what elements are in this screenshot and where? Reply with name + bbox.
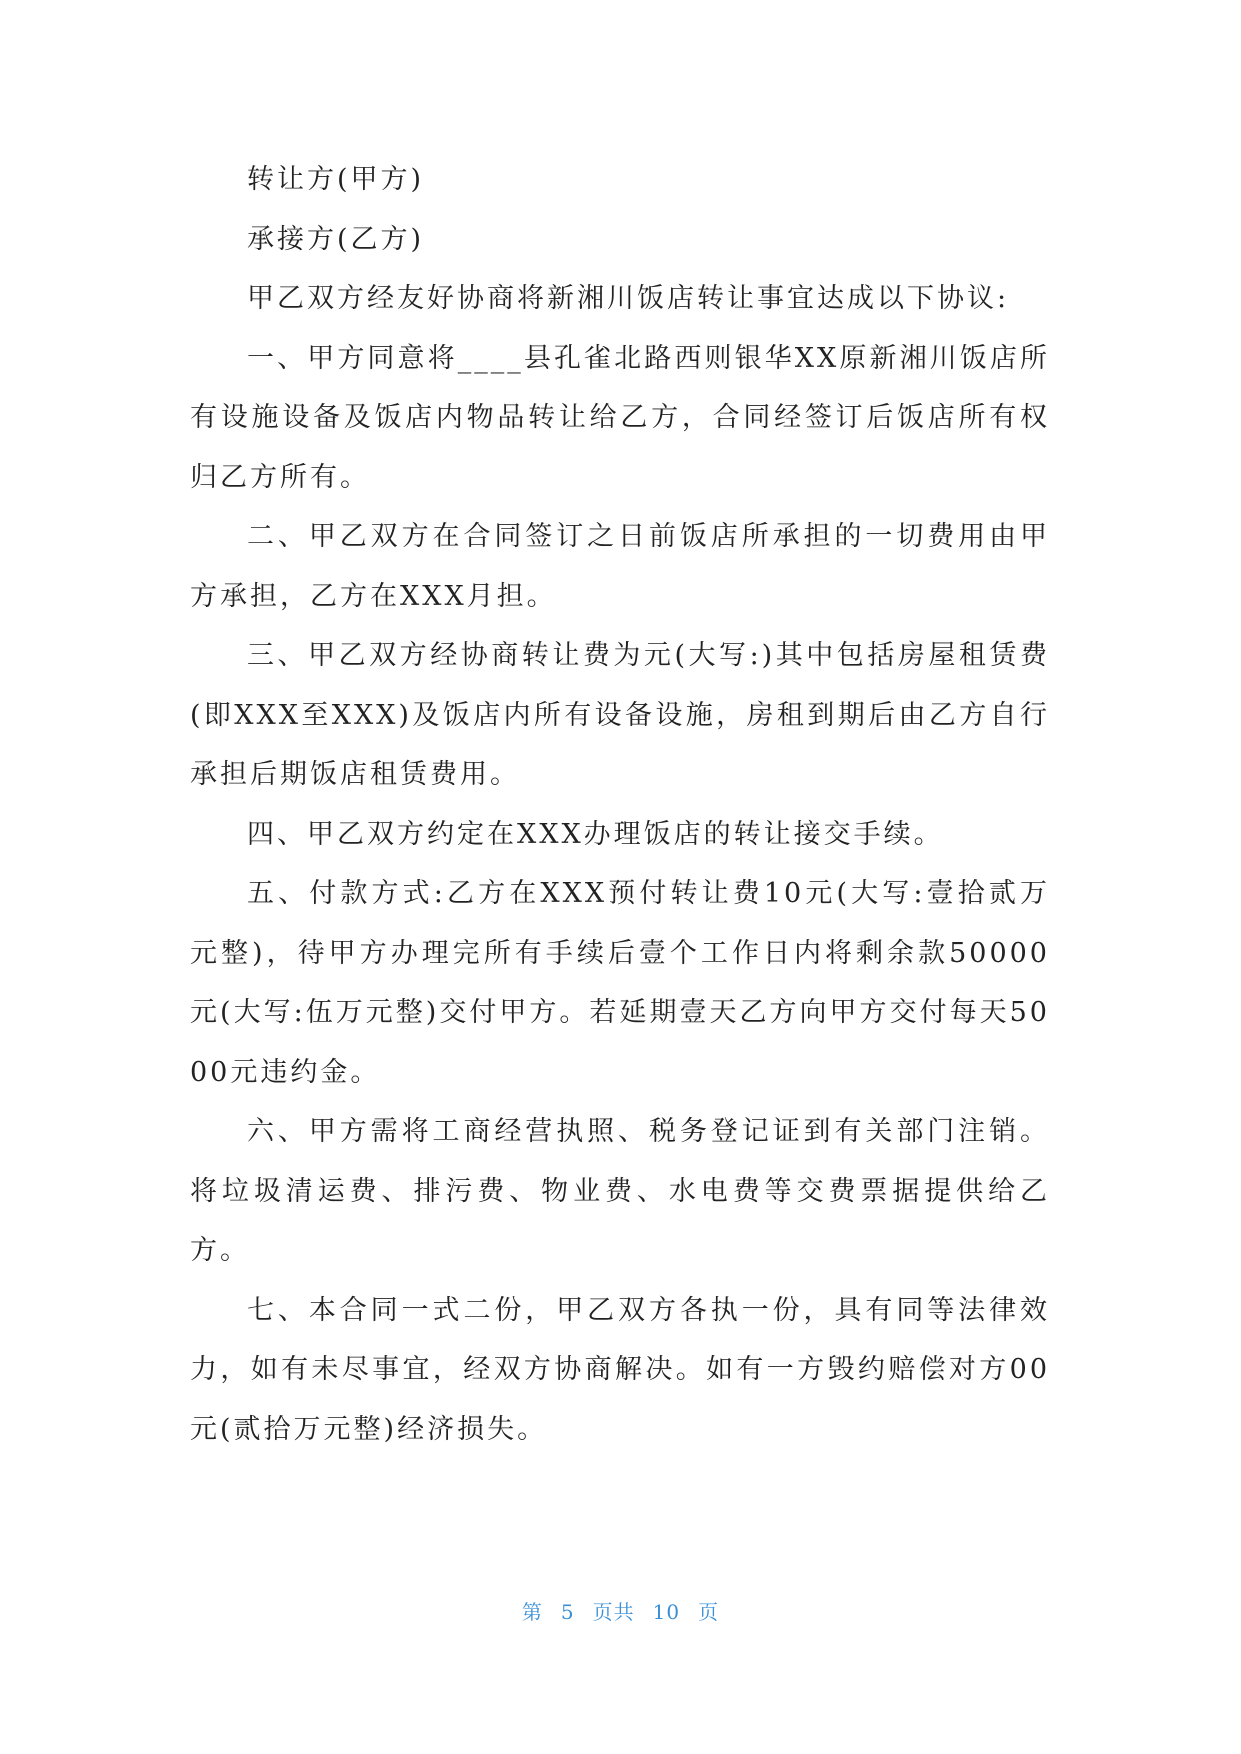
footer-middle: 页共 <box>592 1600 635 1624</box>
footer-prefix: 第 <box>521 1600 543 1624</box>
clause-4: 四、甲乙双方约定在XXX办理饭店的转让接交手续。 <box>247 818 944 850</box>
party-b-line: 承接方(乙方) <box>247 223 425 255</box>
footer-current-page: 5 <box>560 1600 575 1624</box>
clause-5: 五、付款方式:乙方在XXX预付转让费10元(大写:壹拾贰万元整)，待甲方办理完所有手续后壹个工作日内将剩余款50000元(大写:伍万元整)交付甲方。若延期壹天乙方向甲方交付每天5000元违约金。 <box>190 878 1050 1088</box>
page-number-footer <box>0 1596 1241 1625</box>
clause-6: 六、甲方需将工商经营执照、税务登记证到有关部门注销。将垃圾清运费、排污费、物业费、水电费等交费票据提供给乙方。 <box>190 1116 1050 1266</box>
clause-1: 一、甲方同意将____县孔雀北路西则银华XX原新湘川饭店所有设施设备及饭店内物品转让给乙方，合同经签订后饭店所有权归乙方所有。 <box>190 342 1050 493</box>
clause-3: 三、甲乙双方经协商转让费为元(大写:)其中包括房屋租赁费(即XXX至XXX)及饭店内所有设备设施，房租到期后由乙方自行承担后期饭店租赁费用。 <box>190 640 1050 790</box>
document-body <box>190 150 1050 1459</box>
agreement-intro: 甲乙双方经友好协商将新湘川饭店转让事宜达成以下协议: <box>247 283 1010 314</box>
footer-total-pages: 10 <box>652 1600 681 1624</box>
party-a-line: 转让方(甲方) <box>247 164 425 195</box>
footer-suffix: 页 <box>698 1600 720 1624</box>
clause-2: 二、甲乙双方在合同签订之日前饭店所承担的一切费用由甲方承担，乙方在XXX月担。 <box>190 521 1050 612</box>
clause-7: 七、本合同一式二份，甲乙双方各执一份，具有同等法律效力，如有未尽事宜，经双方协商解决。如有一方毁约赔偿对方00元(贰拾万元整)经济损失。 <box>190 1294 1050 1445</box>
